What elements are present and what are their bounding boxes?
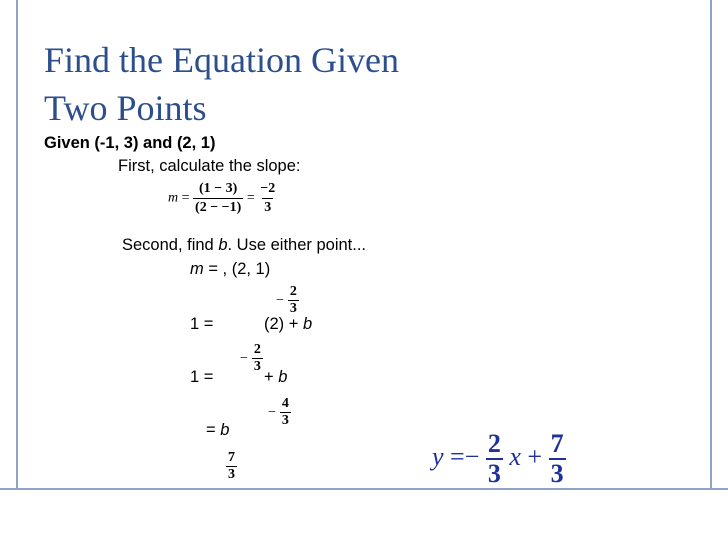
- fraction-seven-thirds: [226, 450, 237, 483]
- fraction-4: [226, 450, 237, 483]
- fraction-3-num: 4: [281, 396, 289, 411]
- title-line-1: Find the Equation Given: [44, 40, 399, 80]
- final-equals-minus: =−: [450, 441, 480, 471]
- line-equals-b: [206, 421, 229, 440]
- eq-b-pre: =: [206, 421, 221, 439]
- bottom-rule: [0, 488, 728, 490]
- neg-sign-1: −: [276, 293, 284, 309]
- slope-numerator-1: (1 − 3): [199, 181, 238, 196]
- right-rule: [710, 0, 712, 488]
- neg-sign-2: −: [240, 351, 248, 367]
- fraction-neg-two-thirds-2: [240, 342, 263, 375]
- slope-fraction-1: [193, 180, 243, 217]
- fraction-3-den: 3: [281, 413, 289, 428]
- fraction-2: [252, 342, 263, 375]
- fraction-1-num: 2: [289, 284, 297, 299]
- final-fraction-1: [486, 430, 503, 488]
- line-1b-b: b: [278, 368, 288, 386]
- fraction-neg-four-thirds: [268, 396, 291, 429]
- fraction-2-num: 2: [253, 342, 261, 357]
- step-two-c: . Use either point...: [227, 236, 367, 254]
- fraction-2-den: 3: [253, 359, 261, 374]
- slope-formula: [168, 180, 277, 217]
- final-den-1: 3: [487, 459, 501, 488]
- given-points: Given (-1, 3) and (2, 1): [44, 134, 216, 152]
- line-1b-lhs: 1 =: [190, 368, 214, 386]
- title-line-2: Two Points: [44, 88, 207, 128]
- line-one-equals-a-rest: [264, 315, 312, 334]
- fraction-1-den: 3: [289, 301, 297, 316]
- fraction-4-den: 3: [228, 467, 235, 482]
- final-num-1: 2: [487, 429, 501, 458]
- line-1a-b: b: [302, 315, 313, 333]
- slide-title: [44, 36, 684, 132]
- final-plus: +: [527, 441, 543, 471]
- line-one-equals-b: [190, 368, 213, 387]
- slope-denominator-1: (2 − −1): [195, 200, 242, 215]
- slope-equals: =: [181, 190, 190, 206]
- line-1a-lhs: 1 =: [190, 315, 214, 333]
- slope-m: m: [168, 190, 179, 206]
- final-equation: [432, 430, 566, 488]
- step-two-text: [122, 236, 366, 255]
- step-two-b: b: [218, 236, 228, 254]
- line-1b-rest: +: [264, 368, 279, 386]
- fraction-1: [288, 284, 299, 317]
- step-two-a: Second, find: [122, 236, 219, 254]
- line-one-equals-a: [190, 315, 213, 334]
- final-num-2: 7: [550, 429, 564, 458]
- line-one-equals-b-rest: [264, 368, 287, 387]
- m-variable: m: [190, 260, 204, 278]
- step-one-text: First, calculate the slope:: [118, 157, 301, 175]
- final-den-2: 3: [550, 459, 564, 488]
- neg-sign-3: −: [268, 405, 276, 421]
- fraction-4-num: 7: [228, 450, 235, 465]
- line-m-value: [190, 260, 270, 279]
- m-line-rest: = , (2, 1): [203, 260, 271, 278]
- left-rule: [16, 0, 18, 488]
- line-1a-rest: (2) +: [264, 315, 303, 333]
- slope-equals-2: =: [246, 190, 255, 206]
- fraction-3: [280, 396, 291, 429]
- final-x: x: [509, 441, 521, 471]
- final-y: y: [432, 441, 444, 471]
- slope-denominator-2: 3: [264, 200, 272, 215]
- slope-fraction-2: [258, 180, 277, 217]
- fraction-neg-two-thirds-1: [276, 284, 299, 317]
- slope-numerator-2: −2: [260, 181, 276, 196]
- eq-b-var: b: [220, 421, 230, 439]
- final-fraction-2: [549, 430, 566, 488]
